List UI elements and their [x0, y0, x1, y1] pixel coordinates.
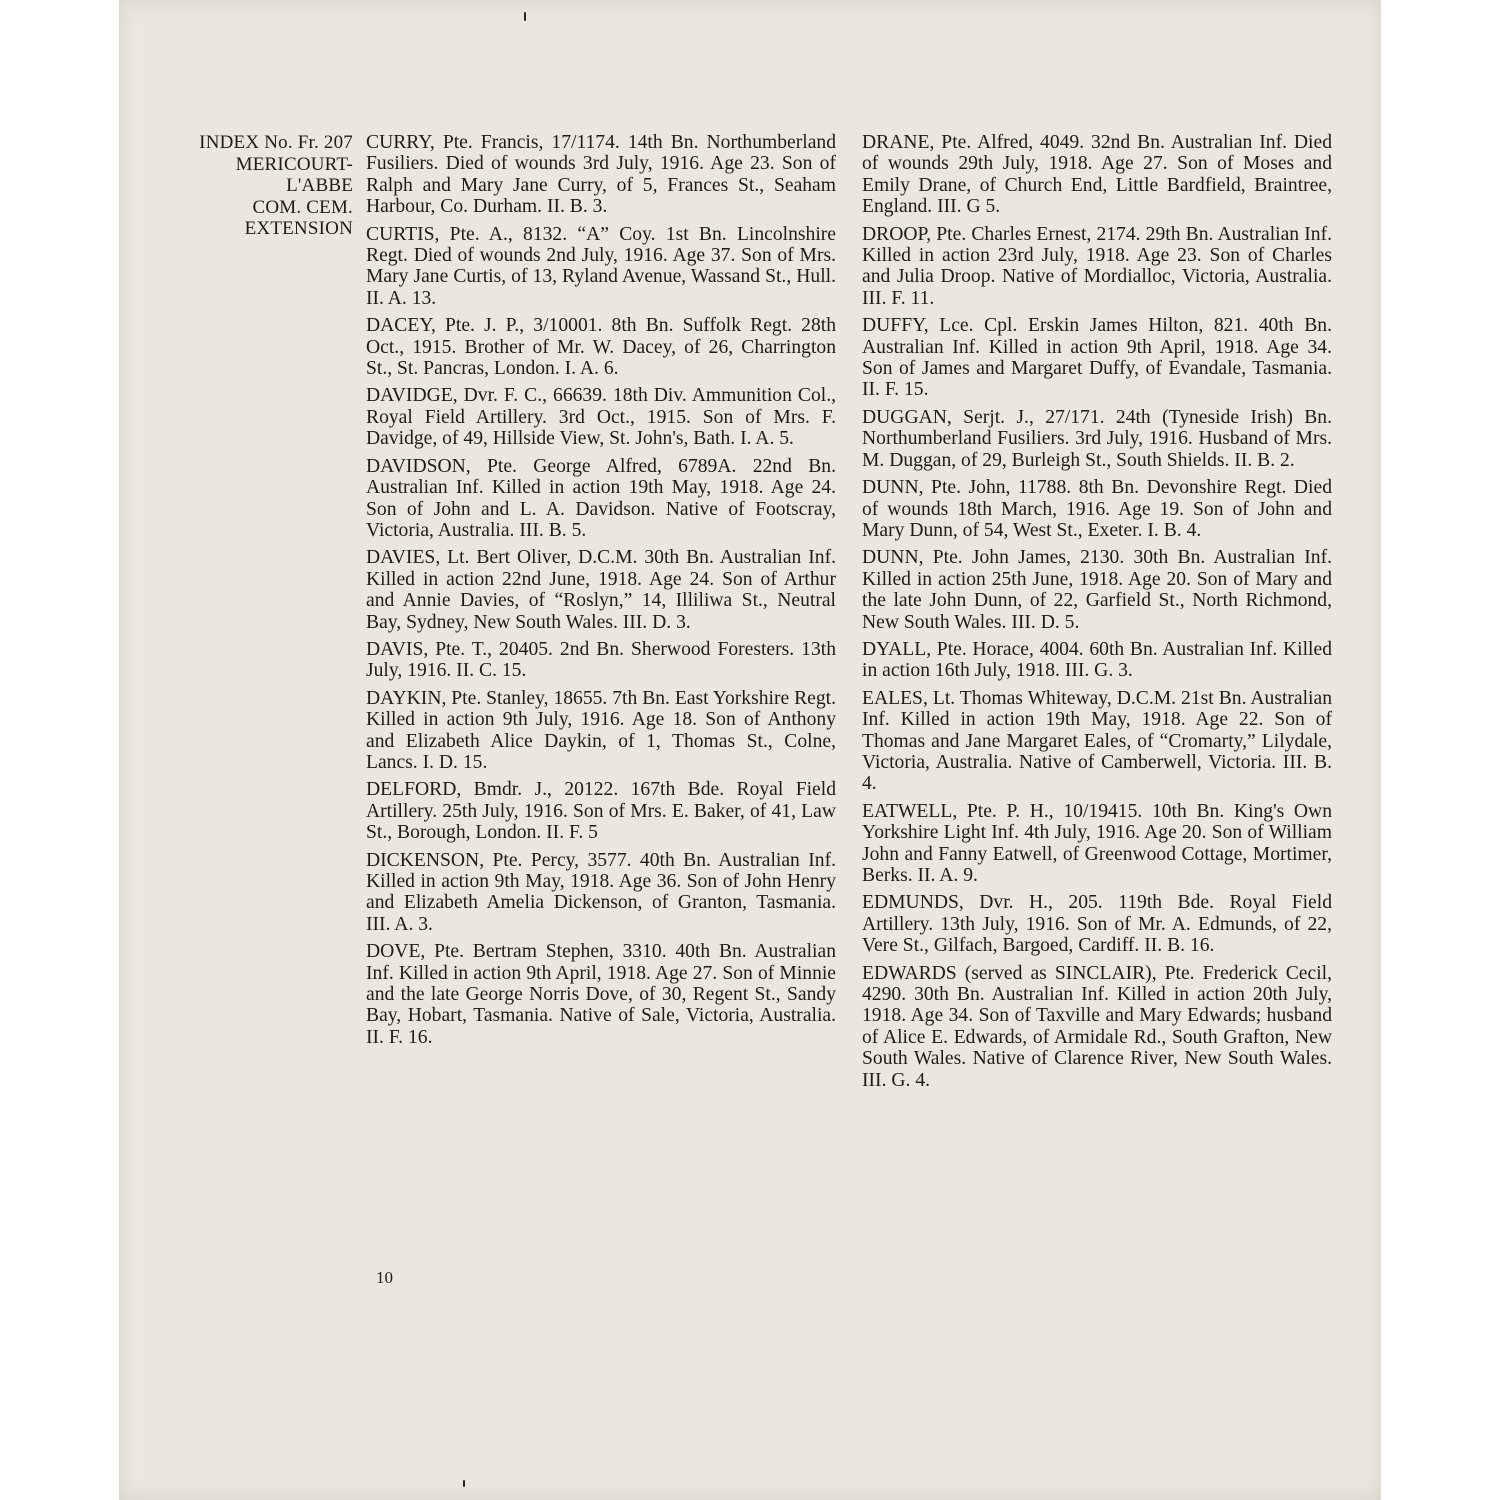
register-entry: DAVIDGE, Dvr. F. C., 66639. 18th Div. Ammunition Col., Royal Field Artillery. 3rd Oct., 1915. Son of Mrs. F. Davidge, of 49, Hillside View, St. John's, Bath. I. A. 5. — [366, 385, 836, 450]
register-entry: CURRY, Pte. Francis, 17/1174. 14th Bn. Northumberland Fusiliers. Died of wounds 3rd July, 1916. Age 23. Son of Ralph and Mary Jane Curry, of 5, Frances St., Seaham Harbour, Co. Durham. II. B. 3. — [366, 132, 836, 218]
register-entry: DAYKIN, Pte. Stanley, 18655. 7th Bn. East Yorkshire Regt. Killed in action 9th July, 1916. Age 18. Son of Anthony and Elizabeth Alice Daykin, of 1, Thomas St., Colne, Lancs. I. D. 15. — [366, 687, 836, 773]
register-entry: DUNN, Pte. John, 11788. 8th Bn. Devonshire Regt. Died of wounds 18th March, 1916. Age 19. Son of John and Mary Dunn, of 54, West St., Exeter. I. B. 4. — [862, 477, 1332, 541]
left-column — [366, 132, 836, 1054]
register-entry: DAVIS, Pte. T., 20405. 2nd Bn. Sherwood Foresters. 13th July, 1916. II. C. 15. — [366, 638, 836, 682]
register-entry: DYALL, Pte. Horace, 4004. 60th Bn. Australian Inf. Killed in action 16th July, 1918. III. G. 3. — [862, 638, 1332, 682]
heading-line: MERICOURT- — [235, 153, 353, 175]
register-entry: EDWARDS (served as SINCLAIR), Pte. Frederick Cecil, 4290. 30th Bn. Australian Inf. Killed in action 20th July, 1918. Age 34. Son of Taxville and Mary Edwards; husband of Alice E. Edwards, of Armidale Rd., South Grafton, New South Wales. Native of Clarence River, New South Wales. III. G. 4. — [862, 962, 1332, 1091]
register-entry: DACEY, Pte. J. P., 3/10001. 8th Bn. Suffolk Regt. 28th Oct., 1915. Brother of Mr. W. Dacey, of 26, Charrington St., St. Pancras, London. I. A. 6. — [366, 315, 836, 380]
register-entry: DUGGAN, Serjt. J., 27/171. 24th (Tyneside Irish) Bn. Northumberland Fusiliers. 3rd July, 1916. Husband of Mrs. M. Duggan, of 29, Burleigh St., South Shields. II. B. 2. — [862, 406, 1332, 471]
register-entry: EDMUNDS, Dvr. H., 205. 119th Bde. Royal Field Artillery. 13th July, 1916. Son of Mr. A. Edmunds, of 22, Vere St., Gilfach, Bargoed, Cardiff. II. B. 16. — [862, 892, 1332, 957]
cemetery-index-heading — [135, 132, 353, 240]
scan-background-left — [0, 0, 119, 1500]
register-entry: DICKENSON, Pte. Percy, 3577. 40th Bn. Australian Inf. Killed in action 9th May, 1918. Age 36. Son of John Henry and Elizabeth Amelia Dickenson, of Granton, Tasmania. III. A. 3. — [366, 849, 836, 935]
paper-speck — [524, 12, 526, 21]
heading-line: COM. CEM. — [252, 196, 353, 218]
paper-speck — [463, 1480, 465, 1487]
register-entry: DRANE, Pte. Alfred, 4049. 32nd Bn. Australian Inf. Died of wounds 29th July, 1918. Age 27. Son of Moses and Emily Drane, of Church End, Little Bardfield, Braintree, England. III. G 5. — [862, 132, 1332, 218]
register-entry: DUNN, Pte. John James, 2130. 30th Bn. Australian Inf. Killed in action 25th June, 1918. Age 20. Son of Mary and the late John Dunn, of 22, Garfield St., North Richmond, New South Wales. III. D. 5. — [862, 547, 1332, 633]
register-entry: DAVIES, Lt. Bert Oliver, D.C.M. 30th Bn. Australian Inf. Killed in action 22nd June, 1918. Age 24. Son of Arthur and Annie Davies, of “Roslyn,” 14, Illiliwa St., Neutral Bay, Sydney, New South Wales. III. D. 3. — [366, 547, 836, 633]
scan-background-right — [1381, 0, 1500, 1500]
heading-line: INDEX No. Fr. 207 — [199, 132, 353, 153]
register-entry: EALES, Lt. Thomas Whiteway, D.C.M. 21st Bn. Australian Inf. Killed in action 19th May, 1918. Age 22. Son of Thomas and Jane Margaret Eales, of “Cromarty,” Lilydale, Victoria, Australia. Native of Camberwell, Victoria. III. B. 4. — [862, 687, 1332, 795]
right-column — [862, 132, 1332, 1097]
heading-line: EXTENSION — [244, 218, 353, 239]
register-entry: EATWELL, Pte. P. H., 10/19415. 10th Bn. King's Own Yorkshire Light Inf. 4th July, 1916. Age 20. Son of William John and Fanny Eatwell, of Greenwood Cottage, Mortimer, Berks. II. A. 9. — [862, 800, 1332, 886]
heading-line: L'ABBE — [286, 175, 353, 196]
page-number: 10 — [376, 1268, 393, 1287]
register-entry: DELFORD, Bmdr. J., 20122. 167th Bde. Royal Field Artillery. 25th July, 1916. Son of Mrs. E. Baker, of 41, Law St., Borough, London. II. F. 5 — [366, 779, 836, 844]
register-entry: CURTIS, Pte. A., 8132. “A” Coy. 1st Bn. Lincolnshire Regt. Died of wounds 2nd July, 1916. Age 37. Son of Mrs. Mary Jane Curtis, of 13, Ryland Avenue, Wassand St., Hull. II. A. 13. — [366, 223, 836, 309]
register-entry: DUFFY, Lce. Cpl. Erskin James Hilton, 821. 40th Bn. Australian Inf. Killed in action 9th April, 1918. Age 34. Son of James and Margaret Duffy, of Evandale, Tasmania. II. F. 15. — [862, 315, 1332, 401]
register-entry: DAVIDSON, Pte. George Alfred, 6789A. 22nd Bn. Australian Inf. Killed in action 19th May, 1918. Age 24. Son of John and L. A. Davidson. Native of Footscray, Victoria, Australia. III. B. 5. — [366, 455, 836, 541]
register-entry: DROOP, Pte. Charles Ernest, 2174. 29th Bn. Australian Inf. Killed in action 23rd July, 1918. Age 23. Son of Charles and Julia Droop. Native of Mordialloc, Victoria, Australia. III. F. 11. — [862, 223, 1332, 309]
register-entry: DOVE, Pte. Bertram Stephen, 3310. 40th Bn. Australian Inf. Killed in action 9th April, 1918. Age 27. Son of Minnie and the late George Norris Dove, of 30, Regent St., Sandy Bay, Hobart, Tasmania. Native of Sale, Victoria, Australia. II. F. 16. — [366, 941, 836, 1048]
